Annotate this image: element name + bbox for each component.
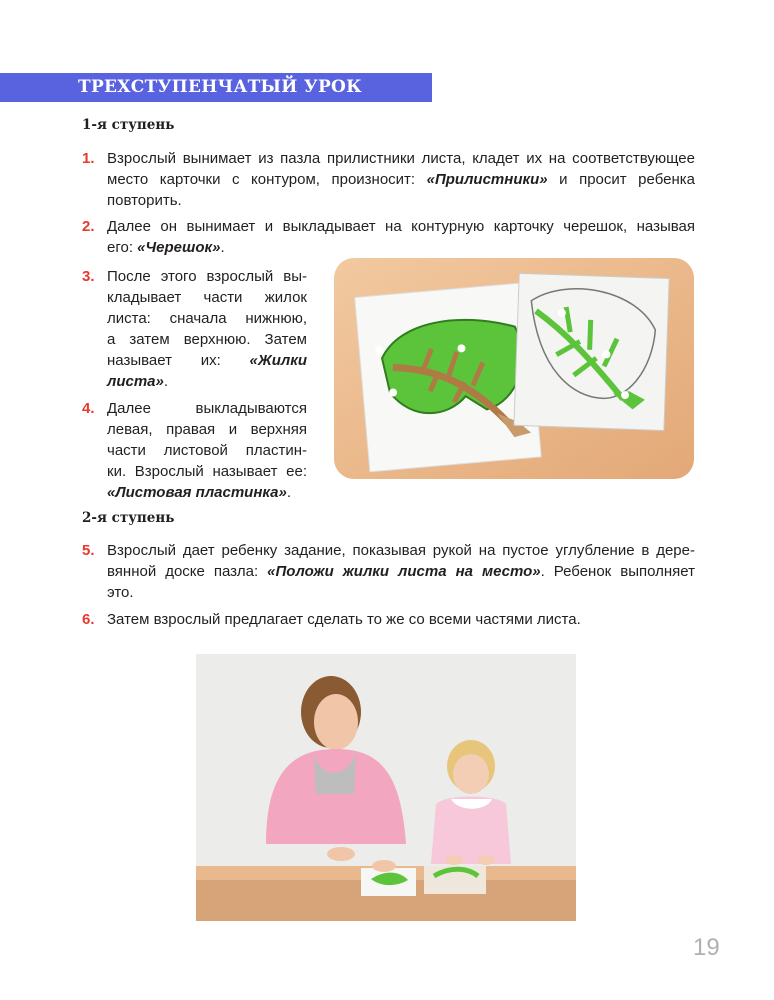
list-item-1: 1. Взрослый вынимает из пазла прилистники листа, кладет их на соответствующее место карточки с контуром, произносит: «Прилистники» и просит ребенка повторить. (82, 150, 695, 209)
stage1-heading: 1-я ступень (82, 117, 175, 133)
item-number: 2. (82, 218, 95, 235)
leaf-puzzle-photo (334, 258, 694, 479)
item-number: 3. (82, 268, 95, 285)
section-title: ТРЕХСТУПЕНЧАТЫЙ УРОК (78, 77, 362, 97)
list-item-2: 2. Далее он вынимает и выкладывает на контурную карточку черешок, называя его: «Черешок». (82, 218, 695, 256)
list-item-5: 5. Взрослый дает ребенку задание, показывая рукой на пустое углубление в дере- вянной доске пазла: «Положи жилки листа на место». Ребенок выполняет это. (82, 542, 695, 601)
stage2-heading: 2-я ступень (82, 510, 175, 526)
lesson-photo (196, 654, 576, 921)
item-number: 5. (82, 542, 95, 559)
list-item-3: 3. После этого взрослый вы- кладывает части жилок листа: сначала нижнюю, а затем верхнюю. Затем называет их: «Жилки листа». (82, 268, 307, 390)
item-number: 1. (82, 150, 95, 167)
list-item-6: 6. Затем взрослый предлагает сделать то же со всеми частями листа. (82, 611, 581, 628)
item-number: 6. (82, 611, 95, 628)
page-number: 19 (693, 934, 720, 961)
list-item-4: 4. Далее выкладываются левая, правая и верхняя части листовой пластин- ки. Взрослый называет ее: «Листовая пластинка». (82, 400, 307, 501)
section-banner (0, 73, 432, 102)
item-number: 4. (82, 400, 95, 417)
